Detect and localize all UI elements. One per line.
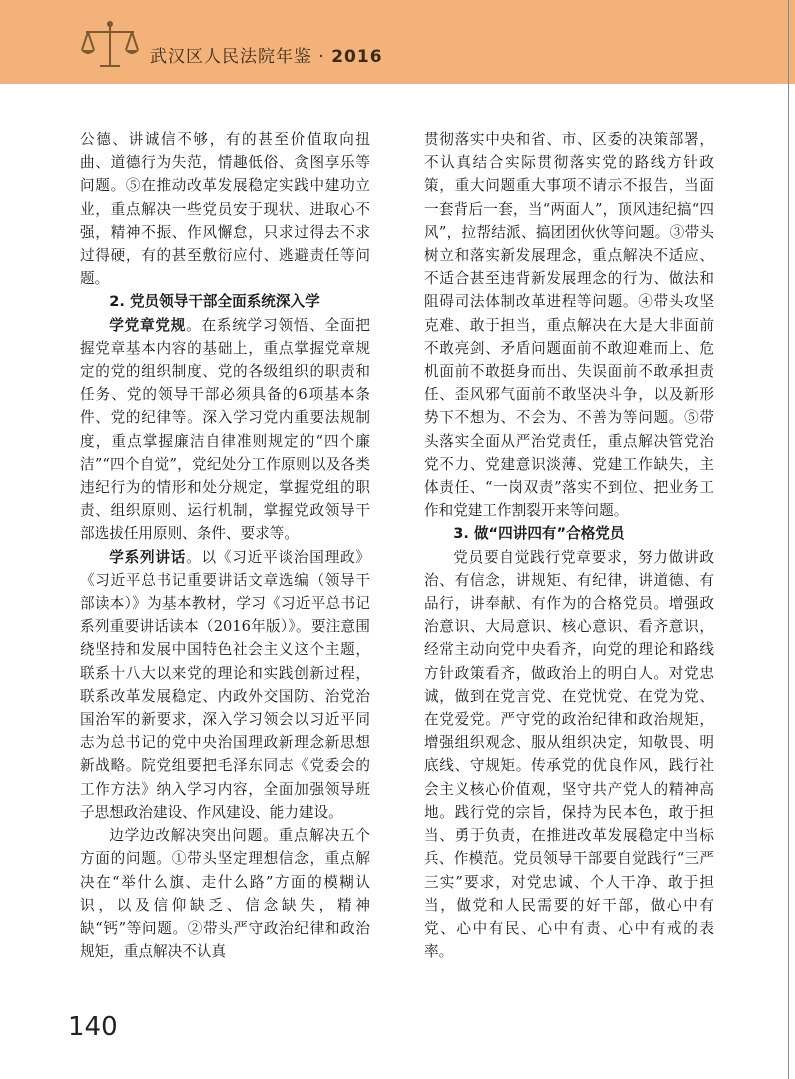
title-separator: · [318,47,325,67]
keyword: 学系列讲话 [109,548,187,566]
yearbook-title [150,42,383,67]
paragraph-text: 。以《习近平谈治国理政》《习近平总书记重要讲话文章选编（领导干部读本）》为基本教材，学习《习近平总书记系列重要讲话读本（2016年版）》。要注意围绕坚持和发展中国特色社会主义这个主题，联系十八大以来党的理论和实践创新过程，联系改革发展稳定、内政外交国防、治党治国治军的新要求，深入学习领会以习近平同志为总书记的党中央治国理政新理念新思想新战略。院党组要把毛泽东同志《党委会的工作方法》纳入学习内容，全面加强领导班子思想政治建设、作风建设、能力建设。 [80,548,370,821]
paragraph [80,546,370,824]
paragraph: 贯彻落实中央和省、市、区委的决策部署，不认真结合实际贯彻落实党的路线方针政策，重大问题重大事项不请示不报告，当面一套背后一套，当“两面人”，顶风违纪搞“四风”，拉帮结派、搞团团伙伙等问题。③带头树立和落实新发展理念，重点解决不适应、不适合甚至违背新发展理念的行为、做法和阻碍司法体制改革进程等问题。④带头攻坚克难、敢于担当，重点解决在大是大非面前不敢亮剑、矛盾问题面前不敢迎难而上、危机面前不敢挺身而出、失误面前不敢承担责任、歪风邪气面前不敢坚决斗争，以及新形势下不想为、不会为、不善为等问题。⑤带头落实全面从严治党责任，重点解决管党治党不力、党建意识淡薄、党建工作缺失，主体责任、“一岗双责”落实不到位、把业务工作和党建工作割裂开来等问题。 [424,131,714,520]
section-heading: 2. 党员领导干部全面系统深入学 [109,293,320,311]
scales-of-justice-icon [78,18,142,74]
paragraph: 公德、讲诚信不够，有的甚至价值取向扭曲、道德行为失范，情趣低俗、贪图享乐等问题。⑤在推动改革发展稳定实践中建功立业，重点解决一些党员安于现状、进取心不强，精神不振、作风懈怠，只求过得去不求过得硬，有的甚至敷衍应付、逃避责任等问题。 [80,131,370,288]
paragraph-text: 。在系统学习领悟、全面把握党章基本内容的基础上，重点掌握党章规定的党的组织制度、党的各级组织的职责和任务、党的领导干部必须具备的6项基本条件、党的纪律等。深入学习党内重要法规制度，重点掌握廉洁自律准则规定的“四个廉洁”“四个自觉”，党纪处分工作原则以及各类违纪行为的情形和处分规定，掌握党组的职责、组织原则、运行机制，掌握党政领导干部选拔任用原则、条件、要求等。 [80,316,370,543]
left-text-column [80,128,370,963]
header-band [0,0,795,84]
paragraph: 边学边改解决突出问题。重点解决五个方面的问题。①带头坚定理想信念，重点解决在“举什么旗、走什么路”方面的模糊认识，以及信仰缺乏、信念缺失，精神缺“钙”等问题。②带头严守政治纪律和政治规矩，重点解决不认真 [80,827,370,961]
keyword: 学党章党规 [109,316,187,334]
section-heading: 3. 做“四讲四有”合格党员 [453,525,625,543]
paragraph [80,314,370,546]
page-number: 140 [68,1012,118,1042]
yearbook-name: 武汉区人民法院年鉴 [150,47,312,67]
paragraph: 党员要自觉践行党章要求，努力做讲政治、有信念，讲规矩、有纪律，讲道德、有品行，讲奉献、有作为的合格党员。增强政治意识、大局意识、核心意识、看齐意识，经常主动向党中央看齐，向党的理论和路线方针政策看齐，做政治上的明白人。对党忠诚，做到在党言党、在党忧党、在党为党、在党爱党。严守党的政治纪律和政治规矩，增强组织观念、服从组织决定，知敬畏、明底线、守规矩。传承党的优良作风，践行社会主义核心价值观，坚守共产党人的精神高地。践行党的宗旨，保持为民本色，敢于担当、勇于负责，在推进改革发展稳定中当标兵、作模范。党员领导干部要自觉践行“三严三实”要求，对党忠诚、个人干净、敢于担当，做党和人民需要的好干部，做心中有党、心中有民、心中有责、心中有戒的表率。 [424,548,714,961]
right-text-column [424,128,714,963]
yearbook-year: 2016 [331,47,383,67]
page-edge-rule [788,0,789,1079]
